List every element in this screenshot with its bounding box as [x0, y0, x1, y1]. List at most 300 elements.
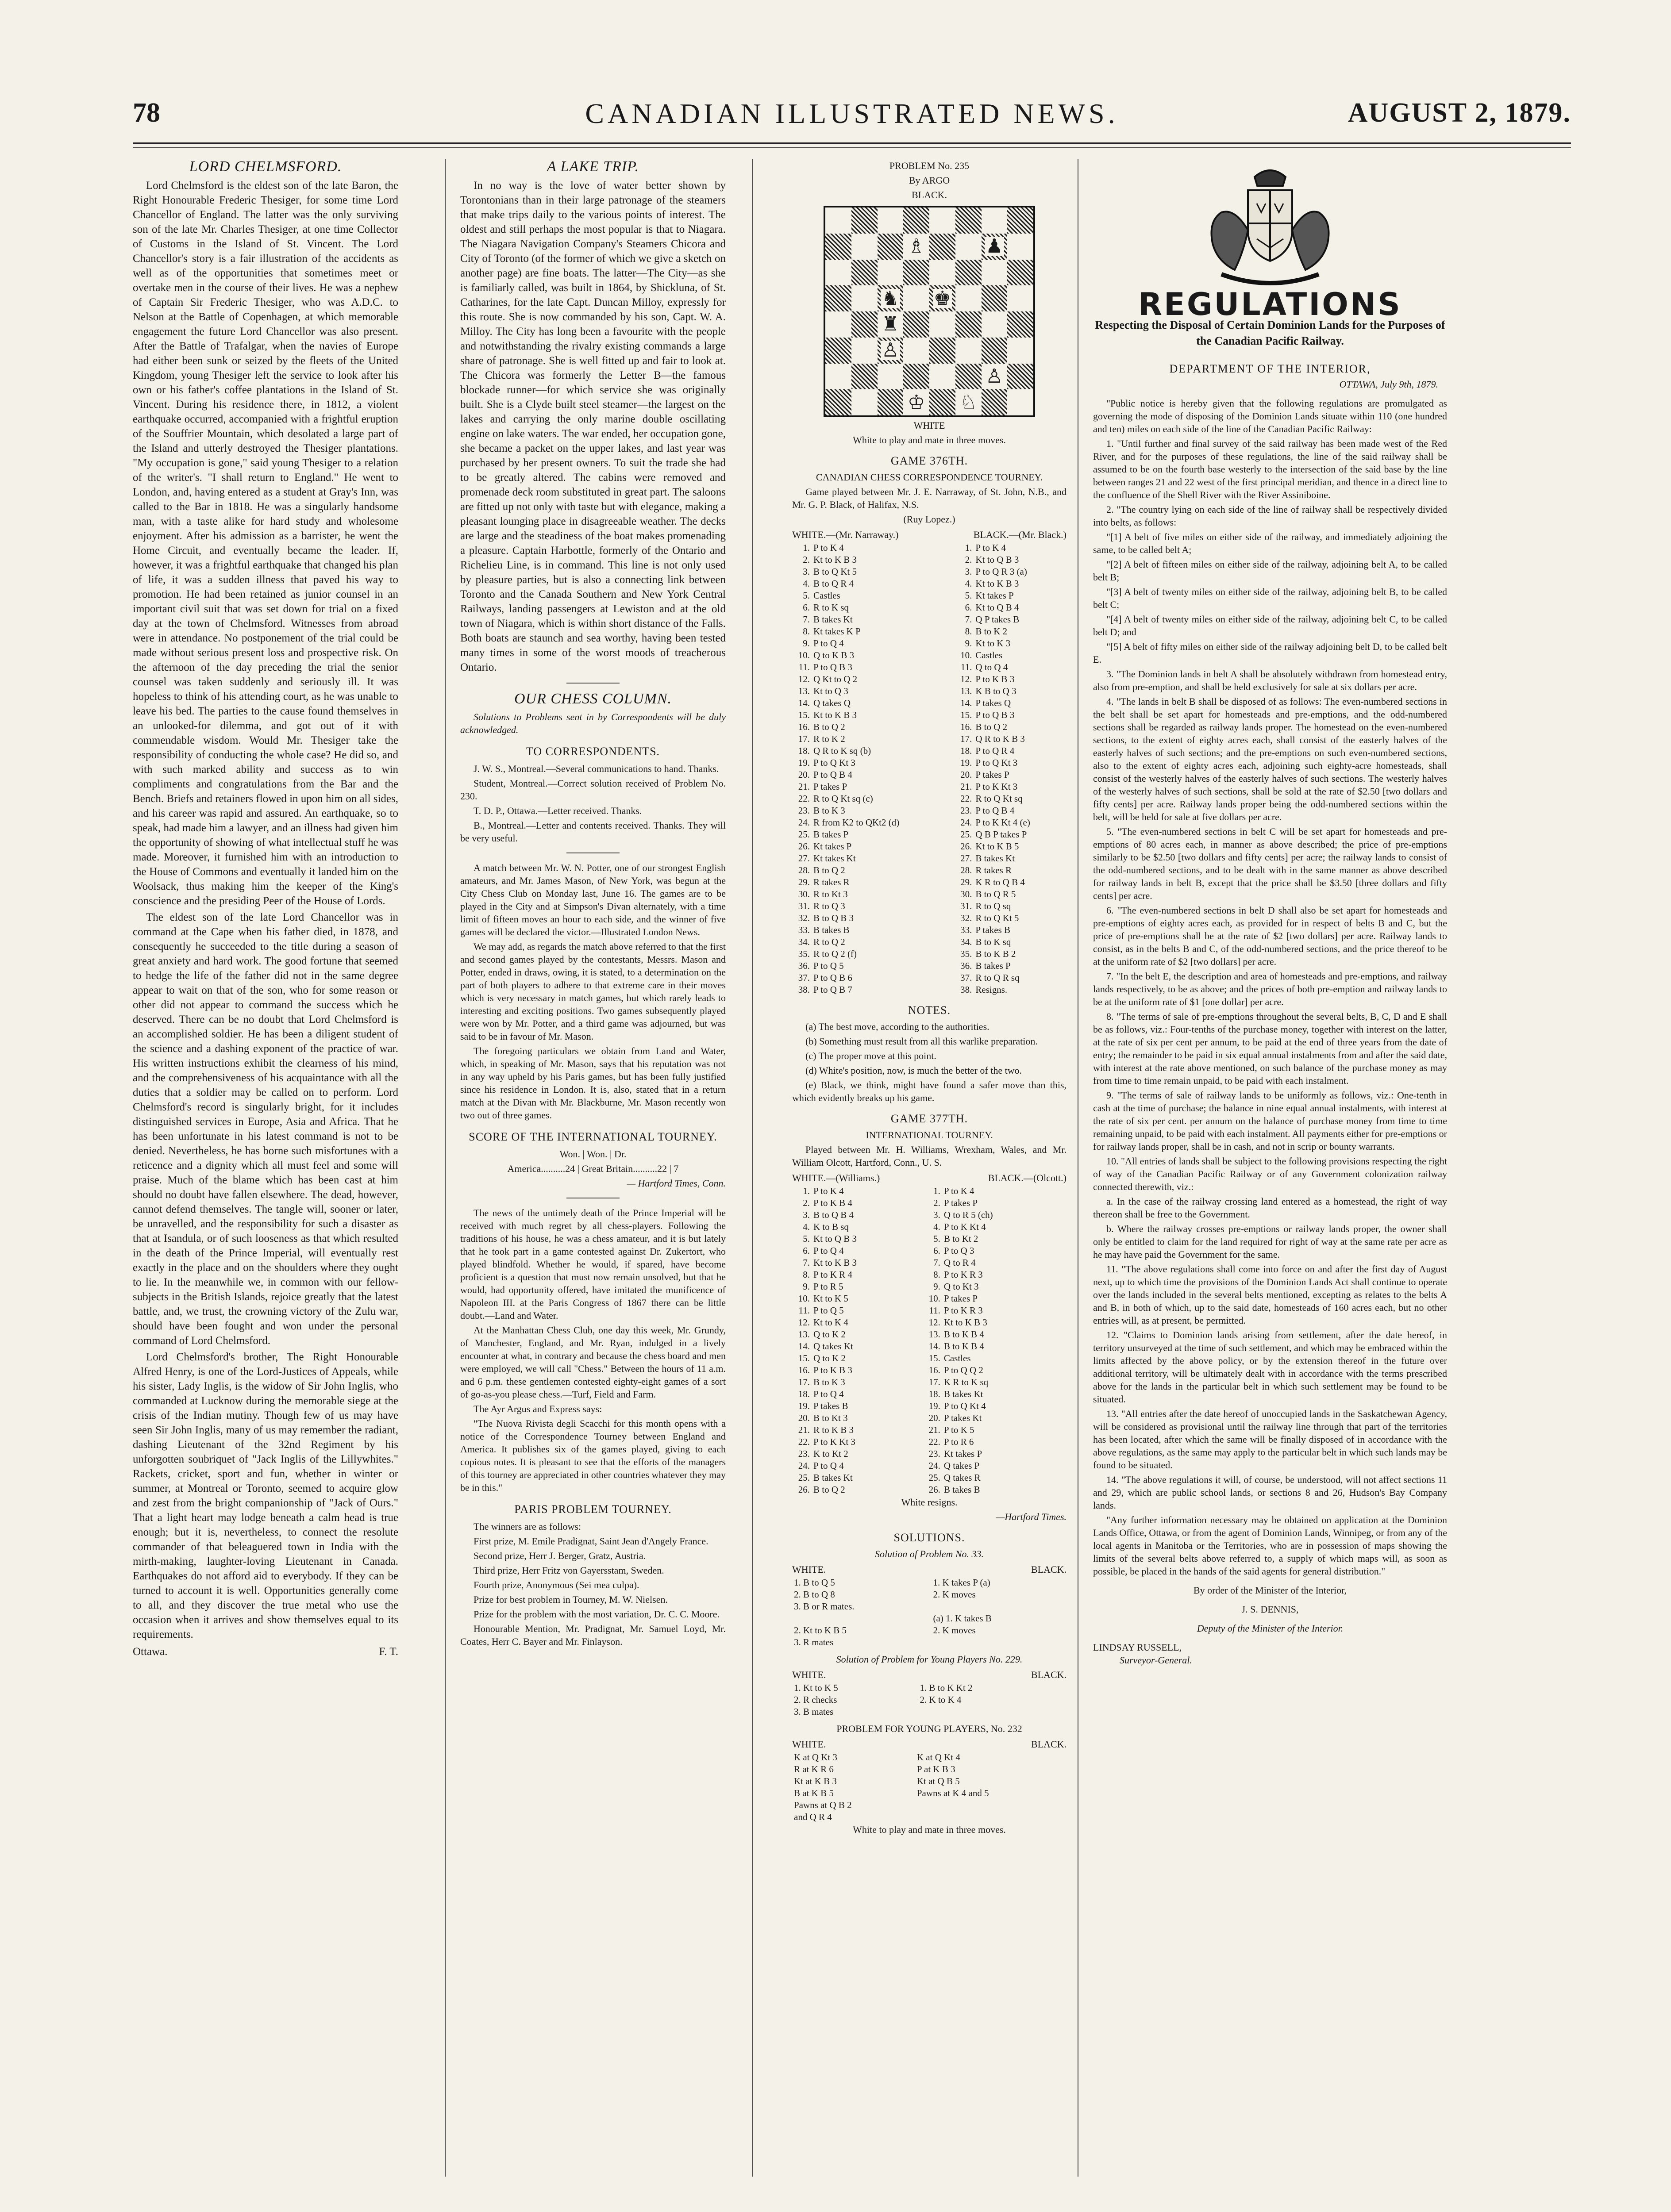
board-square [903, 285, 929, 311]
regulation-paragraph: 13. "All entries after the date hereof of unoccupied lands in the Saskatchewan Agency, will be considered as provisional until the railway line through that part of the territories has been located, after which the same will be finally disposed of in accordance with the above regulations, as the same may apply to the particular belt in which such lands may be found to be situated. [1093, 1408, 1447, 1471]
move-row [792, 709, 1067, 721]
move-cell: R to Q Kt sq [975, 793, 1023, 804]
move-cell: R to Q 2 (f) [813, 949, 857, 959]
move-cell [931, 1636, 1067, 1648]
move-cell: 23. [928, 1448, 940, 1459]
move-cell: P to K R 3 [943, 1305, 983, 1316]
move-row [792, 1317, 1067, 1329]
move-cell: 23. [798, 805, 810, 816]
move-cell: Q to K B 3 [813, 650, 855, 661]
move-cell: 29. [798, 877, 810, 887]
board-square [878, 234, 904, 260]
move-cell: R at K R 6 [794, 1764, 834, 1774]
move-cell: B to K 2 [975, 626, 1008, 637]
move-cell: 10. [798, 650, 810, 661]
move-cell: 8. [803, 626, 810, 637]
move-cell: P takes Q [975, 698, 1011, 708]
move-row [792, 1706, 1067, 1718]
regulations-title: REGULATIONS [1138, 286, 1402, 323]
note: (e) Black, we think, might have found a safer move than this, which evidently breaks up his game. [792, 1079, 1067, 1103]
move-cell: B to Q 2 [813, 722, 845, 732]
move-cell: 9. [803, 1281, 810, 1292]
move-cell: Kt to K B 3 [975, 578, 1019, 589]
move-row [792, 626, 1067, 637]
move-cell: 31. [960, 901, 972, 911]
move-cell: 21. [928, 1425, 940, 1435]
board-square [929, 364, 955, 390]
regulation-paragraph: 10. "All entries of lands shall be subject to the following provisions respecting the right of way of the Canadian Pacific Railway or of any Government colonization railway connected therewith, viz.: [1093, 1156, 1447, 1192]
move-row [792, 1257, 1067, 1269]
move-cell: B takes Kt [813, 614, 853, 625]
move-cell: B to Q B 4 [813, 1210, 854, 1220]
move-cell: Kt to Q 3 [813, 686, 848, 696]
move-row [792, 829, 1067, 841]
board-square [825, 364, 851, 390]
black-label: BLACK. [1031, 1564, 1067, 1575]
paris-winner: Prize for best problem in Tourney, M. W. Nielsen. [474, 1594, 668, 1605]
board-square [982, 234, 1008, 260]
chess-piece-icon: ♗ [907, 235, 925, 257]
board-square [955, 285, 982, 311]
move-cell: K R to Q B 4 [975, 877, 1025, 887]
move-cell: 29. [960, 877, 972, 887]
chess-piece-icon: ♚ [933, 287, 951, 309]
board-square [982, 311, 1008, 338]
move-cell: R to Kt 3 [813, 889, 848, 899]
move-cell: 27. [798, 853, 810, 864]
regulation-paragraph: "Any further information necessary may be obtained on application at the Dominion Lands Office, Ottawa, or from the agent of Dominion Lands, Winnipeg, or from any of the local agents in Manitoba or the Territories, who are in possession of maps showing the limits of the several belts above referred to, a supply of which maps will, as soon as possible, be placed in the hands of the said agents for general distribution." [1093, 1514, 1447, 1577]
black-label: BLACK. [911, 189, 947, 200]
board-square [878, 285, 904, 311]
move-cell: 6. [803, 602, 810, 613]
move-cell: Pawns at K 4 and 5 [916, 1788, 989, 1798]
board-square [982, 285, 1008, 311]
move-cell: 10. [960, 650, 972, 661]
black-label: BLACK. [1031, 1739, 1067, 1750]
move-cell: 2. R checks [794, 1694, 837, 1705]
move-cell: 11. [798, 662, 810, 672]
move-cell: P takes B [975, 925, 1010, 935]
move-cell: 19. [798, 1401, 810, 1411]
move-cell: B to K 3 [813, 805, 845, 816]
chess-news: The news of the untimely death of the Prince Imperial will be received with much regret by all chess-players. Following the traditions of his house, he was a chess amateur, and it is but lately that he took part in a game contested against Dr. Zukertort, who played blindfold. Whether he would, if spared, have become proficient is a question that must now remain unsolved, but that he would, had opportunity offered, have imitated the munificence of Napoleon III. at the Paris Congress of 1867 there can be little doubt.—Land and Water. [460, 1207, 726, 1321]
white-player: WHITE.—(Mr. Narraway.) [792, 529, 899, 540]
move-cell: 8. [965, 626, 972, 637]
move-cell: 30. [960, 889, 972, 899]
move-row [792, 1388, 1067, 1400]
board-square [955, 234, 982, 260]
board-square [878, 311, 904, 338]
chess-piece-icon: ♟ [986, 235, 1003, 257]
move-row [792, 602, 1067, 614]
move-cell: Q takes P [943, 1460, 980, 1471]
move-cell: B to K B 4 [943, 1329, 984, 1340]
move-cell: 25. [960, 829, 972, 840]
chess-news: The foregoing particulars we obtain from Land and Water, which, in speaking of Mr. Mason, says that his reputation was not in any way upheld by his Paris games, but has been fully justified since his residence in London. It is, also, stated that in a return match at the Divan with Mr. Blackburne, Mr. Mason recently won two out of three games. [460, 1045, 726, 1121]
score-source: — Hartford Times, Conn. [627, 1178, 726, 1189]
move-row [792, 757, 1067, 769]
move-cell: P takes P [943, 1198, 978, 1208]
move-row [792, 1472, 1067, 1484]
move-cell: P to Q 5 [813, 960, 844, 971]
move-cell: 3. [803, 1210, 810, 1220]
article-paragraph: The eldest son of the late Lord Chancellor was in command at the Cape when his father died, in 1878, and consequently he succeeded to the title during a season of great anxiety and hard work. The good fortune that seemed to hedge the life of the father did not in the same degree appear to wait on that of the son, who for some reason or other did not appear to command the success which he deserved. There can be no doubt that Lord Chelmsford is an accomplished soldier. He has been a diligent student of the science and a dashing exponent of the practice of war. His written instructions exhibit the clearness of his mind, and the comprehensiveness of his acquaintance with all the duties that a soldier may be called on to perform. Lord Chelmsford's record is singularly bright, for it includes distinguished services in Europe, Asia and Africa. That he has been unfortunate in his latest command is not to be denied. Nevertheless, he has borne such misfortunes with a reticence and a dignity which all must feel and some will praise. Much of the blame which has been cast at him should no doubt have fallen elsewhere. The dead, however, cannot defend themselves. The tangle will, sooner or later, be unravelled, and the responsibility for such a disaster as that at Isandula, or of such looseness as that which resulted in the death of the Prince Imperial, will eventually rest exactly in the place and on the shoulders where they ought to lie. In the meanwhile we, in common with our fellow-subjects in the British Islands, rejoice greatly that the latest battle, and, we trust, the crowning victory of the Zulu war, should have been fought and won under the personal command of Lord Chelmsford. [133, 911, 398, 1347]
young-problem-title: PROBLEM FOR YOUNG PLAYERS, No. 232 [836, 1723, 1022, 1734]
move-cell: K at Q Kt 3 [794, 1752, 837, 1763]
royal-coat-of-arms-icon [1195, 159, 1345, 292]
article-title: LORD CHELMSFORD. [189, 159, 342, 175]
move-cell: 2. [803, 1198, 810, 1208]
move-cell: 26. [798, 1484, 810, 1495]
move-cell: B to K B 4 [943, 1341, 984, 1352]
move-cell: 5. [803, 1233, 810, 1244]
move-cell: 33. [960, 925, 972, 935]
correspondent-note: B., Montreal.—Letter and contents received. Thanks. They will be very useful. [460, 820, 726, 844]
move-cell: P to Q B 7 [813, 984, 852, 995]
move-cell: 1. K takes P (a) [933, 1577, 990, 1588]
move-cell: 12. [928, 1317, 940, 1328]
move-row [792, 542, 1067, 554]
move-cell: 22. [798, 793, 810, 804]
score-title: SCORE OF THE INTERNATIONAL TOURNEY. [469, 1130, 717, 1143]
board-square [929, 207, 955, 234]
move-cell: 24. [798, 1460, 810, 1471]
move-cell: 2. [965, 554, 972, 565]
move-cell: B at K B 5 [794, 1788, 834, 1798]
move-cell: 22. [798, 1436, 810, 1447]
move-cell: 37. [960, 972, 972, 983]
regulation-paragraph: 14. "The above regulations it will, of course, be understood, will not affect sections 11 and 29, which are public school lands, or sections 8 and 26, Hudson's Bay Company lands. [1093, 1474, 1447, 1511]
move-cell: 6. [965, 602, 972, 613]
game-subtitle: CANADIAN CHESS CORRESPONDENCE TOURNEY. [816, 472, 1043, 483]
chess-games-column [792, 159, 1067, 2177]
board-square [1007, 389, 1033, 415]
move-cell: P to Q 4 [813, 638, 844, 649]
game-subtitle: INTERNATIONAL TOURNEY. [866, 1129, 993, 1141]
move-row [792, 972, 1067, 984]
board-square [929, 285, 955, 311]
move-cell: 1. [803, 1186, 810, 1196]
move-cell: R to Q 2 [813, 937, 845, 947]
regulation-paragraph: b. Where the railway crosses pre-emptions or railway lands proper, the owner shall only be entitled to claim for the land required for right of way at the same rate per acre as he may have paid the Government for the same. [1093, 1223, 1447, 1260]
move-cell: P to K Kt 4 [943, 1221, 986, 1232]
move-cell: Kt takes P [813, 841, 852, 852]
move-cell: B to K 3 [813, 1377, 845, 1387]
move-cell: 32. [798, 913, 810, 923]
move-cell: K to Kt 2 [813, 1448, 848, 1459]
move-row [792, 1340, 1067, 1352]
move-cell: P to Q B 6 [813, 972, 852, 983]
solution-table [792, 1682, 1067, 1718]
notes-title: NOTES. [908, 1004, 951, 1017]
move-cell: B takes Kt [975, 853, 1015, 864]
move-cell: R to K B 3 [813, 1425, 854, 1435]
move-cell: Kt takes P [975, 590, 1014, 601]
move-cell: Kt to Q B 3 [813, 1233, 857, 1244]
move-cell: 3. [965, 566, 972, 577]
chess-news: We may add, as regards the match above referred to that the first and second games played by the contestants, Messrs. Mason and Potter, ended in draws, owing, it is stated, to a determination on the part of both players to adhere to that extreme care in their moves which is very necessary in match games, but which rarely leads to interesting and exciting positions. Two games subsequently played were won by Mr. Potter, and a third game was adjourned, but was said to be in favour of Mr. Mason. [460, 941, 726, 1042]
board-square [851, 285, 878, 311]
move-cell: 12. [960, 674, 972, 684]
board-square [878, 389, 904, 415]
move-row [792, 590, 1067, 602]
move-cell: Q B P takes P [975, 829, 1027, 840]
move-cell: 34. [960, 937, 972, 947]
move-cell: 4. [803, 578, 810, 589]
move-cell: B takes B [943, 1484, 980, 1495]
move-cell: 25. [798, 1472, 810, 1483]
paper-title: CANADIAN ILLUSTRATED NEWS. [585, 98, 1119, 129]
move-row [792, 1209, 1067, 1221]
order-line: By order of the Minister of the Interior, [1193, 1585, 1347, 1596]
move-row [792, 1364, 1067, 1376]
move-cell: 5. [933, 1233, 940, 1244]
move-row [792, 1376, 1067, 1388]
move-row [792, 853, 1067, 864]
move-row [792, 554, 1067, 566]
move-cell: B takes P [813, 829, 849, 840]
move-cell: 26. [798, 841, 810, 852]
problem-author: By ARGO [909, 175, 950, 186]
move-cell: B takes B [813, 925, 850, 935]
problem-title: PROBLEM No. 235 [889, 160, 970, 171]
board-square [955, 260, 982, 286]
regulation-paragraph: 3. "The Dominion lands in belt A shall be absolutely withdrawn from homestead entry, also from pre-emption, and shall be held exclusively for sale at six dollars per acre. [1093, 668, 1447, 692]
white-label: WHITE. [792, 1564, 826, 1575]
moves-header [792, 528, 1067, 541]
board-square [851, 234, 878, 260]
move-cell: R takes R [813, 877, 850, 887]
regulation-paragraph: 2. "The country lying on each side of the line of railway shall be respectively divided into belts, as follows: [1093, 504, 1447, 528]
move-cell: Q to Kt 3 [943, 1281, 979, 1292]
move-cell: P to Q Kt 3 [975, 757, 1018, 768]
move-row [792, 900, 1067, 912]
regulation-paragraph: "[2] A belt of fifteen miles on either side of the railway, adjoining belt A, to be called belt B; [1093, 559, 1447, 583]
chess-column-title: OUR CHESS COLUMN. [514, 691, 672, 707]
regulations-notice [1093, 159, 1447, 2177]
board-square [903, 311, 929, 338]
move-row [792, 960, 1067, 972]
board-square [825, 311, 851, 338]
section-rule [566, 683, 620, 684]
move-cell: 2. B to Q 8 [794, 1589, 835, 1600]
chess-news: At the Manhattan Chess Club, one day this week, Mr. Grundy, of Manchester, England, and Mr. Ryan, indulged in a lively encounter at what, in contrary and because the chess board and men were employed, we will call "Chess." Between the hours of 11 a.m. and 6 p.m. these gentlemen contested eighty-eight games of a sort of go-as-you please chess.—Turf, Field and Farm. [460, 1325, 726, 1400]
regulation-paragraph: 9. "The terms of sale of railway lands to be uniformly as follows, viz.: One-tenth in cash at the time of purchase; the balance in nine equal annual instalments, with interest at the rate of six per cent. per annum on the balance of purchase money from time to time remaining unpaid, to be paid with each instalment. All payments either for pre-emptions or for railway lands proper, shall be in cash, and not in scrip or bounty warrants. [1093, 1090, 1447, 1152]
move-cell: P to K 4 [975, 542, 1006, 553]
move-row [792, 697, 1067, 709]
move-row [792, 1281, 1067, 1293]
move-cell: Kt to K B 3 [813, 710, 857, 720]
score-line: America..........24 | Great Britain..........22 | 7 [507, 1163, 679, 1174]
move-cell: P to Q Q 2 [943, 1365, 983, 1375]
solution-table [792, 1577, 1067, 1648]
move-cell: 10. [798, 1293, 810, 1304]
chess-news: The Ayr Argus and Express says: [474, 1403, 602, 1414]
move-cell: R to Q 3 [813, 901, 845, 911]
move-cell: 16. [928, 1365, 940, 1375]
chess-note: Solutions to Problems sent in by Correspondents will be duly acknowledged. [460, 711, 726, 735]
move-cell: B to Kt 2 [943, 1233, 978, 1244]
move-cell: P to K 5 [943, 1425, 974, 1435]
regulation-paragraph: "[4] A belt of twenty miles on either side of the railway, adjoining belt C, to be called belt D; and [1093, 614, 1447, 637]
board-square [982, 389, 1008, 415]
move-cell: P takes B [813, 1401, 848, 1411]
move-row [792, 733, 1067, 745]
move-row [792, 1799, 1067, 1811]
move-row [792, 1269, 1067, 1281]
move-cell: Q to Q 4 [975, 662, 1008, 672]
regulations-subtitle: Respecting the Disposal of Certain Dominion Lands for the Purposes of the Canadian Pacific Railway. [1095, 319, 1445, 347]
move-cell: 15. [960, 710, 972, 720]
move-cell: P to Q B 4 [975, 805, 1015, 816]
regulation-paragraph: "[1] A belt of five miles on either side of the railway, and immediately adjoining the same, to be called belt A; [1093, 531, 1447, 555]
move-cell: 34. [798, 937, 810, 947]
move-cell: Kt takes K P [813, 626, 861, 637]
board-square [955, 311, 982, 338]
move-cell: 2. Kt to K B 5 [794, 1625, 847, 1636]
move-cell: P to Q B 3 [975, 710, 1015, 720]
move-cell: 20. [960, 769, 972, 780]
board-square [982, 260, 1008, 286]
move-row [792, 864, 1067, 876]
move-row [792, 769, 1067, 781]
move-cell: B to Q 2 [813, 1484, 845, 1495]
move-row [792, 1751, 1067, 1763]
move-cell: R from K2 to QKt2 (d) [813, 817, 900, 828]
move-cell: 21. [798, 781, 810, 792]
moves-table [792, 1185, 1067, 1496]
move-cell: P to Q 4 [813, 1389, 844, 1399]
move-cell: 5. [803, 590, 810, 601]
move-cell: R to K sq [813, 602, 849, 613]
board-square [929, 338, 955, 364]
move-cell: 7. [803, 1257, 810, 1268]
move-cell: 22. [960, 793, 972, 804]
regulation-paragraphs [1093, 397, 1447, 1578]
board-square [903, 260, 929, 286]
correspondent-note: T. D. P., Ottawa.—Letter received. Thanks. [474, 805, 642, 816]
move-row [792, 637, 1067, 649]
department: DEPARTMENT OF THE INTERIOR, [1169, 362, 1371, 375]
move-row [792, 1221, 1067, 1233]
move-cell: 3. B or R mates. [794, 1601, 855, 1612]
move-row [792, 793, 1067, 805]
move-cell: Kt at K B 3 [794, 1776, 837, 1786]
board-square [982, 207, 1008, 234]
column-divider [445, 159, 446, 2177]
move-cell: 14. [960, 698, 972, 708]
regulation-paragraph: "[3] A belt of twenty miles on either side of the railway, adjoining belt B, to be called belt C; [1093, 586, 1447, 610]
move-row [792, 649, 1067, 661]
move-cell: Kt takes Kt [813, 853, 856, 864]
move-row [792, 1636, 1067, 1648]
board-square [878, 364, 904, 390]
note: (d) White's position, now, is much the better of the two. [805, 1065, 1022, 1076]
move-cell: Kt to K B 3 [943, 1317, 987, 1328]
board-square [955, 389, 982, 415]
move-cell: Kt to K B 3 [813, 1257, 857, 1268]
game-intro: Game played between Mr. J. E. Narraway, of St. John, N.B., and Mr. G. P. Black, of Halifax, N.S. [792, 486, 1067, 510]
move-cell: B takes P [975, 960, 1011, 971]
move-cell: 1. [965, 542, 972, 553]
move-cell: P at K B 3 [916, 1764, 955, 1774]
game-title: GAME 376TH. [890, 454, 968, 467]
white-label: WHITE. [792, 1669, 826, 1680]
regulation-paragraph: 4. "The lands in belt B shall be disposed of as follows: The even-numbered sections in the belt shall be set apart for homesteads and pre-emptions, and the odd-numbered sections shall be regarded as railway lands proper. The homestead on the even-numbered sections, to the extent of eighty acres each, shall consist of the easterly halves of the easterly halves of such sections; and the pre-emptions on such even-numbered sections, also to the extent of eighty acres each, adjoining such eighty-acre homesteads, shall consist of the westerly halves of the easterly halves of such sections. The westerly halves of the westerly halves of such sections, shall be sold at the rate of $2.50 [two dollars and fifty cents] per acre. Railway lands proper being the odd-numbered sections within the belt, will be held for sale at five dollars per acre. [1093, 696, 1447, 822]
correspondent-note: Student, Montreal.—Correct solution received of Problem No. 230. [460, 778, 726, 802]
move-cell: Kt to K 3 [975, 638, 1011, 649]
column-divider [752, 159, 753, 2177]
move-cell: P to Q 4 [813, 1245, 844, 1256]
move-row [792, 1601, 1067, 1613]
move-cell: Kt to K B 3 [813, 554, 857, 565]
move-row [792, 1329, 1067, 1340]
regulation-paragraph: "Public notice is hereby given that the following regulations are promulgated as governing the mode of disposing of the Dominion Lands situate within 110 (one hundred and ten) miles on each side of the line of the Canadian Pacific Railway: [1093, 398, 1447, 434]
move-cell: 28. [960, 865, 972, 876]
move-cell: Castles [975, 650, 1003, 661]
move-cell: 9. [965, 638, 972, 649]
note: (b) Something must result from all this warlike preparation. [805, 1036, 1038, 1047]
move-cell: 35. [798, 949, 810, 959]
move-cell: 23. [960, 805, 972, 816]
move-row [792, 1185, 1067, 1197]
move-row [792, 1424, 1067, 1436]
white-label: WHITE [913, 420, 945, 431]
move-cell: 20. [798, 769, 810, 780]
move-cell: B to K sq [975, 937, 1011, 947]
move-row [792, 1436, 1067, 1448]
game-source: —Hartford Times. [996, 1511, 1067, 1522]
move-cell: R to Q R sq [975, 972, 1020, 983]
move-cell: Q takes R [943, 1472, 981, 1483]
paris-winner: Fourth prize, Anonymous (Sei mea culpa). [474, 1579, 639, 1590]
move-cell [918, 1706, 1067, 1718]
move-row [792, 1763, 1067, 1775]
move-cell: 7. [933, 1257, 940, 1268]
board-square [1007, 364, 1033, 390]
move-cell: 17. [798, 1377, 810, 1387]
move-row [792, 1787, 1067, 1799]
move-cell: B to Q 2 [975, 722, 1008, 732]
move-row [792, 912, 1067, 924]
chess-news: A match between Mr. W. N. Potter, one of our strongest English amateurs, and Mr. James Mason, of New York, was begun at the City Chess Club on Monday last, June 16. The games are to be played in the City and at Simpson's Divan alternately, with a time limit of fifteen moves an hour to each side, and the winner of five games will be declared the victor.—Illustrated London News. [460, 862, 726, 937]
move-cell: 4. [803, 1221, 810, 1232]
move-cell: Q takes Kt [813, 1341, 853, 1352]
move-cell: 2. K moves [933, 1625, 976, 1636]
move-cell: 13. [798, 686, 810, 696]
correspondents-title: TO CORRESPONDENTS. [526, 745, 660, 758]
move-cell: 4. [933, 1221, 940, 1232]
move-cell: 19. [798, 757, 810, 768]
move-row [792, 876, 1067, 888]
move-cell: P to K 4 [813, 1186, 844, 1196]
move-cell: Kt to K 5 [813, 1293, 848, 1304]
board-square [929, 234, 955, 260]
move-cell: P to Q Kt 4 [943, 1401, 986, 1411]
board-square [955, 364, 982, 390]
move-cell: B to Q 2 [813, 865, 845, 876]
move-cell [915, 1799, 1067, 1811]
move-row [792, 1245, 1067, 1257]
move-cell: 18. [798, 745, 810, 756]
move-cell: 13. [798, 1329, 810, 1340]
article-signature [133, 1644, 398, 1659]
board-square [982, 364, 1008, 390]
regulation-paragraph: 11. "The above regulations shall come into force on and after the first day of August next, up to which time the provisions of the Dominion Lands Act shall continue to operate over the lands included in the several belts mentioned, excepting as relates to the belts A and B, in both of which, up to the said date, homesteads of 160 acres each, but no other entries will, as at present, be permitted. [1093, 1263, 1447, 1326]
regulation-paragraph: 6. "The even-numbered sections in belt D shall also be set apart for homesteads and pre-emptions of eighty acres each, as provided for in respect of belts B and C, but the price of pre-emptions shall be at the rate of $2 [two dollars] per acre. Railway lands to consist, as in the belts B and C, of the odd-numbered sections, and the price thereof to be at the uniform rate of $2 [two dollars] per acre. [1093, 905, 1447, 967]
chess-piece-icon: ♔ [907, 391, 925, 413]
page-number: 78 [133, 98, 160, 128]
